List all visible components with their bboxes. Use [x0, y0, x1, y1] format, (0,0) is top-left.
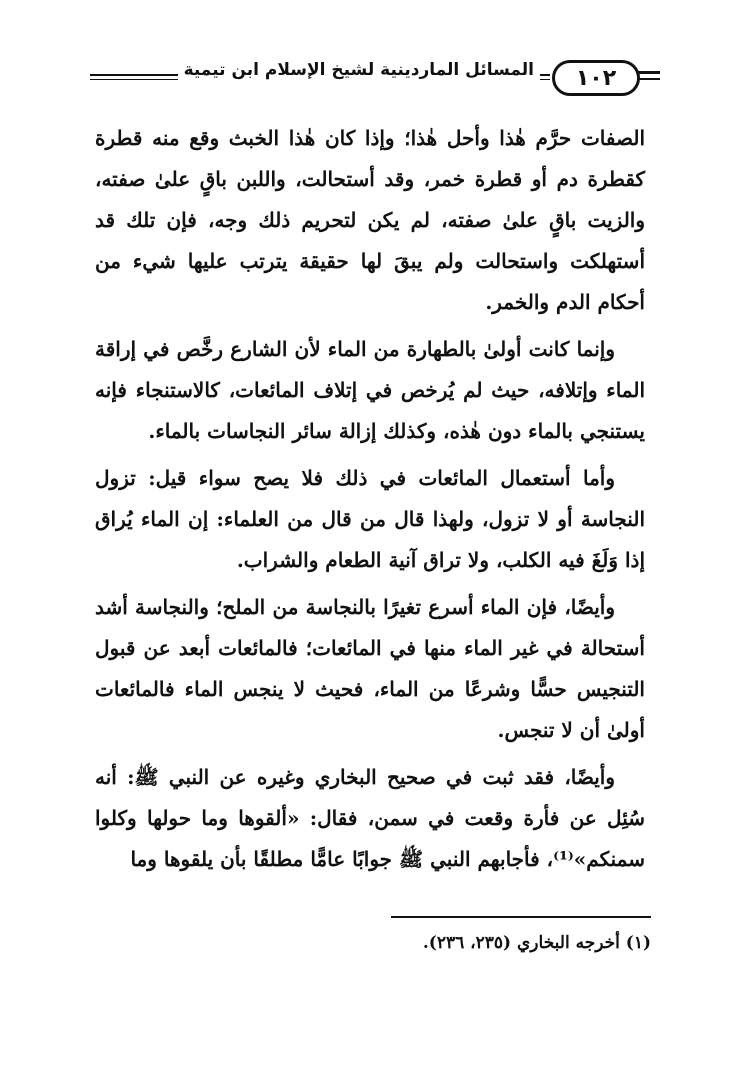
- header-ornament: [638, 71, 660, 74]
- main-text: [95, 118, 645, 886]
- paragraph: وإنما كانت أولىٰ بالطهارة من الماء لأن الشارع رخَّص في إراقة الماء وإتلافه، حيث لم يُرخص في إتلاف المائعات، كالاستنجاء فإنه يستنجي بالماء دون هٰذه، وكذلك إزالة سائر النجاسات بالماء.: [95, 337, 645, 443]
- paragraph: الصفات حرَّم هٰذا وأحل هٰذا؛ وإذا كان هٰذا الخبث وقع منه قطرة كقطرة دم أو قطرة خمر، وقد أستحالت، واللبن باقٍ علىٰ صفته، والزيت باقٍ علىٰ صفته، لم يكن لتحريم ذلك وجه، فإن تلك قد أستهلكت واستحالت ولم يبقَ لها حقيقة يترتب عليها شيء من أحكام الدم والخمر.: [95, 126, 645, 314]
- running-header: [90, 52, 660, 96]
- paragraph: وأيضًا، فقد ثبت في صحيح البخاري وغيره عن النبي ﷺ: أنه سُئِل عن فأرة وقعت في سمن، فقال: «ألقوها وما حولها وكلوا سمنكم»⁽¹⁾، فأجابهم النبي ﷺ جوابًا عامًّا مطلقًا بأن يلقوها وما: [95, 765, 645, 871]
- footnote-separator: [391, 916, 651, 918]
- footnote: (١) أخرجه البخاري (٢٣٥، ٢٣٦).: [422, 933, 651, 953]
- page-number: ١٠٢: [552, 60, 640, 96]
- running-title: المسائل الماردينية لشيخ الإسلام ابن تيمية: [178, 60, 540, 80]
- header-ornament-thin: [638, 78, 660, 80]
- paragraph: وأيضًا، فإن الماء أسرع تغيرًا بالنجاسة من الملح؛ والنجاسة أشد أستحالة في غير الماء منها في المائعات؛ فالمائعات أبعد عن قبول التنجيس حسًّا وشرعًا من الماء، فحيث لا ينجس الماء فالمائعات أولىٰ أن لا تنجس.: [95, 595, 645, 742]
- paragraph: وأما أستعمال المائعات في ذلك فلا يصح سواء قيل: تزول النجاسة أو لا تزول، ولهذا قال من قال من العلماء: إن الماء يُراق إذا وَلَغَ فيه الكلب، ولا تراق آنية الطعام والشراب.: [95, 466, 645, 572]
